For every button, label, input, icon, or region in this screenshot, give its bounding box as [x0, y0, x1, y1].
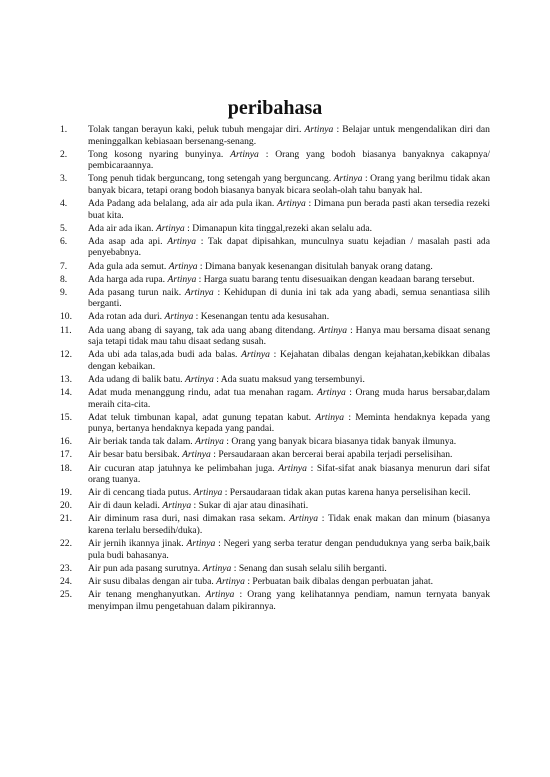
proverb-text: Adat muda menanggung rindu, adat tua menahan ragam. — [88, 386, 314, 398]
meaning-label: Artinya — [216, 575, 245, 587]
item-number: 11. — [60, 324, 72, 336]
meaning-text: : Kehidupan di dunia ini tak ada yang abadi, semua senantiasa silih berganti. — [88, 286, 490, 310]
proverb-text: Ada air ada ikan. — [88, 222, 154, 234]
proverb-text: Air di cencang tiada putus. — [88, 487, 192, 499]
list-item — [60, 149, 490, 172]
item-number: 9. — [60, 286, 68, 298]
item-number: 13. — [60, 373, 72, 385]
meaning-label: Artinya — [186, 538, 216, 550]
meaning-text: : Kejahatan dibalas dengan kejahatan,kebikkan dibalas dengan kebaikan. — [88, 349, 491, 372]
list-item — [60, 236, 490, 259]
item-number: 15. — [60, 411, 72, 423]
proverb-text: Ada uang abang di sayang, tak ada uang abang ditendang. — [88, 324, 316, 336]
item-number: 8. — [60, 273, 68, 285]
item-number: 18. — [60, 462, 72, 474]
item-number: 23. — [60, 562, 72, 574]
item-number: 7. — [60, 260, 68, 272]
meaning-label: Artinya — [205, 588, 235, 600]
meaning-text: : Ada suatu maksud yang tersembunyi. — [216, 373, 365, 385]
item-number: 20. — [60, 500, 72, 512]
item-number: 25. — [60, 588, 72, 600]
list-item — [60, 374, 490, 386]
meaning-label: Artinya — [318, 324, 348, 336]
meaning-label: Artinya — [184, 286, 214, 298]
item-number: 22. — [60, 538, 72, 550]
list-item — [60, 436, 490, 448]
list-item — [60, 198, 490, 221]
item-number: 1. — [60, 124, 68, 135]
meaning-label: Artinya — [195, 436, 224, 448]
list-item — [60, 487, 490, 499]
proverb-text: Air tenang menghanyutkan. — [88, 588, 201, 600]
meaning-text: : Orang yang bodoh biasanya banyaknya cakapnya/ pembicaraannya. — [88, 148, 491, 172]
proverb-text: Ada rotan ada duri. — [88, 311, 163, 323]
meaning-text: : Orang yang kelihatannya pendiam, namun ternyata banyak menyimpan ilmu pengetahuan dalam pikirannya. — [88, 588, 490, 612]
meaning-text: : Perbuatan baik dibalas dengan perbuatan jahat. — [247, 575, 434, 587]
proverb-text: Ada Padang ada belalang, ada air ada pula ikan. — [88, 198, 275, 210]
item-number: 2. — [60, 148, 68, 160]
item-number: 19. — [60, 487, 72, 499]
proverb-text: Air di daun keladi. — [88, 500, 160, 512]
proverb-text: Air beriak tanda tak dalam. — [88, 436, 193, 448]
list-item — [60, 124, 490, 147]
item-number: 24. — [60, 575, 72, 587]
item-number: 21. — [60, 513, 72, 525]
item-number: 16. — [60, 436, 72, 448]
list-item — [60, 563, 490, 575]
proverb-text: Air jernih ikannya jinak. — [88, 538, 184, 550]
proverb-text: Tolak tangan berayun kaki, peluk tubuh mengajar diri. — [88, 124, 302, 135]
item-number: 12. — [60, 349, 72, 361]
item-number: 14. — [60, 386, 72, 398]
list-item — [60, 412, 490, 435]
meaning-text: : Harga suatu barang tentu disesuaikan dengan keadaan barang tersebut. — [198, 273, 475, 285]
proverb-text: Air diminum rasa duri, nasi dimakan rasa sekam. — [88, 513, 286, 525]
proverb-text: Ada pasang turun naik. — [88, 286, 182, 298]
meaning-text: : Kesenangan tentu ada kesusahan. — [195, 311, 330, 323]
proverb-text: Ada gula ada semut. — [88, 260, 167, 272]
list-item — [60, 449, 490, 461]
meaning-label: Artinya — [167, 235, 197, 247]
meaning-text: : Orang yang berilmu tidak akan banyak bicara, tetapi orang bodoh biasanya banyak bicara seolah-olah tahu banyak hal. — [88, 173, 490, 196]
proverb-text: Tong penuh tidak berguncang, tong setengah yang berguncang. — [88, 173, 332, 185]
meaning-label: Artinya — [168, 260, 198, 272]
proverb-list — [60, 124, 490, 614]
proverb-text: Air cucuran atap jatuhnya ke pelimbahan juga. — [88, 462, 275, 474]
meaning-label: Artinya — [316, 386, 346, 398]
meaning-text: : Hanya mau bersama disaat senang saja tetapi tidak mau tahu disaat sedang susah. — [88, 324, 490, 348]
proverb-text: Air susu dibalas dengan air tuba. — [88, 575, 214, 587]
list-item — [60, 576, 490, 588]
list-item — [60, 274, 490, 286]
meaning-text: : Sifat-sifat anak biasanya menurun dari sifat orang tuanya. — [88, 462, 490, 486]
proverb-text: Adat teluk timbunan kapal, adat gunung tepatan kabut. — [88, 411, 312, 423]
list-item — [60, 325, 490, 348]
list-item — [60, 513, 490, 536]
item-number: 3. — [60, 173, 68, 185]
meaning-label: Artinya — [167, 273, 197, 285]
meaning-label: Artinya — [315, 411, 345, 423]
meaning-text: : Tak dapat dipisahkan, munculnya suatu kejadian / masalah pasti ada penyebabnya. — [88, 235, 490, 259]
proverb-text: Ada harga ada rupa. — [88, 273, 166, 285]
meaning-label: Artinya — [289, 513, 319, 525]
list-item — [60, 173, 490, 196]
meaning-label: Artinya — [202, 562, 232, 574]
list-item — [60, 500, 490, 512]
meaning-label: Artinya — [230, 148, 259, 160]
item-number: 6. — [60, 235, 68, 247]
list-item — [60, 261, 490, 273]
meaning-label: Artinya — [162, 500, 192, 512]
proverb-text: Air pun ada pasang surutnya. — [88, 562, 201, 574]
list-item — [60, 589, 490, 612]
list-item — [60, 223, 490, 235]
item-number: 17. — [60, 449, 72, 461]
meaning-text: : Meminta hendaknya kepada yang punya, bertanya hendaknya kepada yang pandai. — [88, 411, 490, 435]
item-number: 5. — [60, 222, 68, 234]
list-item — [60, 463, 490, 486]
proverb-text: Ada asap ada api. — [88, 235, 163, 247]
list-item — [60, 311, 490, 323]
meaning-label: Artinya — [185, 373, 214, 385]
meaning-text: : Belajar untuk mengendalikan diri dan meninggalkan kebiasaan bersenang-senang. — [88, 124, 490, 147]
meaning-text: : Negeri yang serba teratur dengan penduduknya yang serba baik,baik pula budi bahasanya. — [88, 538, 491, 561]
meaning-label: Artinya — [241, 349, 270, 361]
meaning-label: Artinya — [278, 462, 307, 474]
meaning-text: : Persaudaraan tidak akan putas karena hanya perselisihan kecil. — [224, 487, 471, 499]
meaning-text: : Orang yang banyak bicara biasanya tidak banyak ilmunya. — [226, 436, 457, 448]
meaning-label: Artinya — [193, 487, 223, 499]
proverb-text: Ada ubi ada talas,ada budi ada balas. — [88, 349, 238, 361]
list-item — [60, 349, 490, 372]
list-item — [60, 287, 490, 310]
meaning-label: Artinya — [155, 222, 185, 234]
meaning-label: Artinya — [182, 449, 211, 461]
meaning-text: : Senang dan susah selalu silih berganti. — [233, 562, 387, 574]
item-number: 10. — [60, 311, 72, 323]
proverb-text: Tong kosong nyaring bunyinya. — [88, 148, 224, 160]
list-item — [60, 538, 490, 561]
proverb-text: Air besar batu bersibak. — [88, 449, 180, 461]
meaning-text: : Tidak enak makan dan minum (biasanya karena terlalu bersedih/duka). — [88, 513, 490, 536]
meaning-text: : Orang muda harus bersabar,dalam meraih cita-cita. — [88, 386, 490, 410]
meaning-label: Artinya — [164, 311, 194, 323]
meaning-text: : Dimanapun kita tinggal,rezeki akan selalu ada. — [187, 222, 373, 234]
meaning-text: : Persaudaraan akan bercerai berai apabila terjadi perselisihan. — [213, 449, 453, 461]
page-title: peribahasa — [227, 97, 323, 119]
meaning-text: : Sukar di ajar atau dinasihati. — [193, 500, 309, 512]
proverb-text: Ada udang di balik batu. — [88, 373, 183, 385]
item-number: 4. — [60, 198, 68, 210]
meaning-label: Artinya — [304, 124, 334, 135]
meaning-label: Artinya — [277, 198, 306, 210]
list-item — [60, 387, 490, 410]
meaning-text: : Dimana banyak kesenangan disitulah banyak orang datang. — [199, 260, 433, 272]
meaning-text: : Dimana pun berada pasti akan tersedia rezeki buat kita. — [88, 198, 490, 221]
meaning-label: Artinya — [333, 173, 363, 185]
